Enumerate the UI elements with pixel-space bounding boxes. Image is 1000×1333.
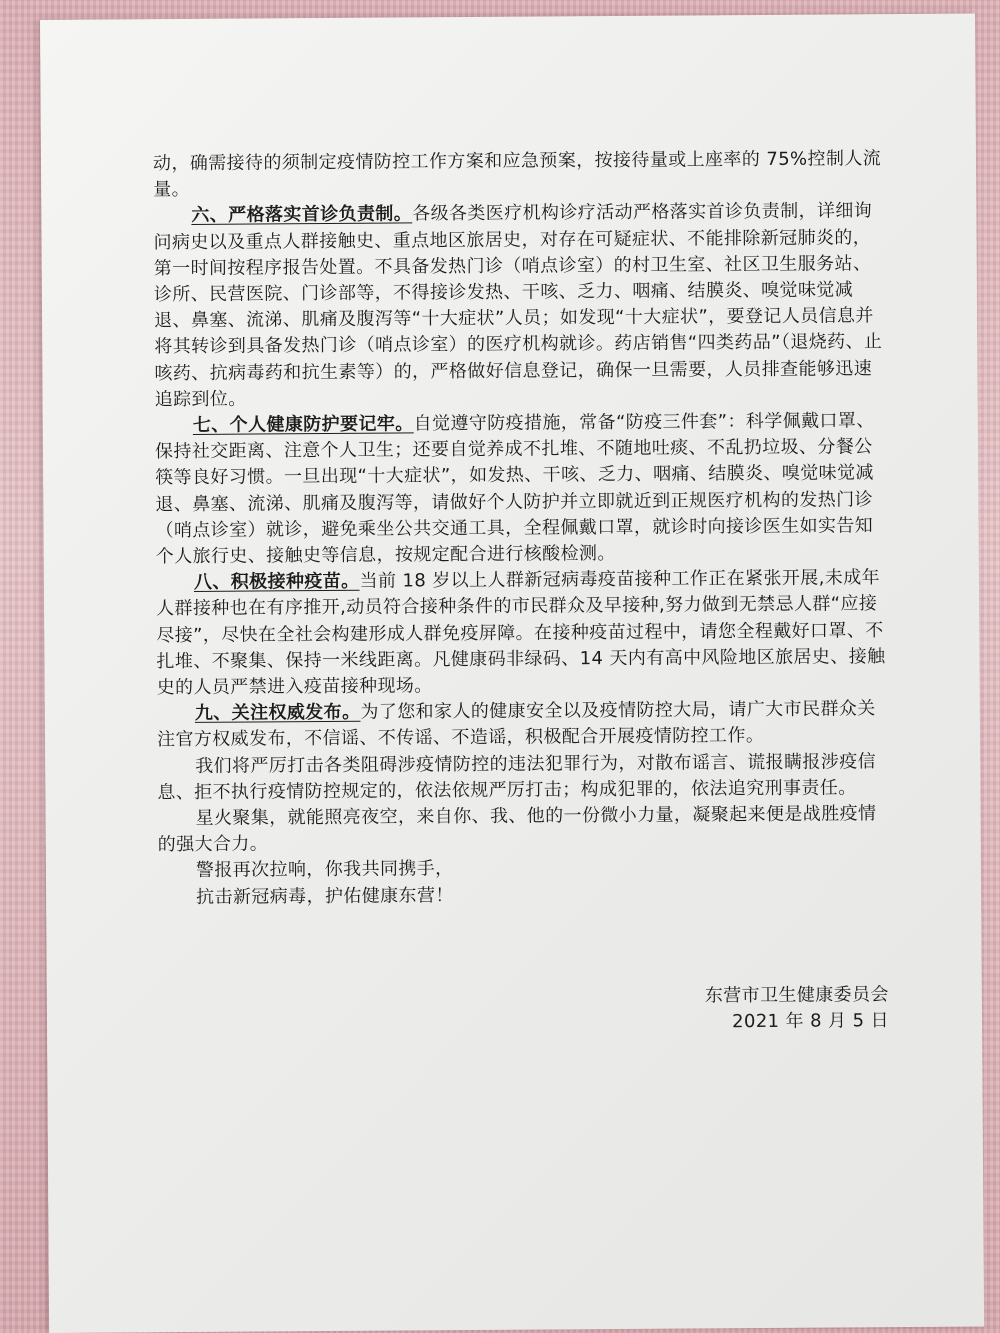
- signature-organization: 东营市卫生健康委员会: [704, 984, 889, 1007]
- section-6-paragraph: [153, 199, 884, 414]
- signature-date: 2021 年 8 月 5 日: [732, 1010, 890, 1033]
- slogan-line: 抗击新冠病毒，护佑健康东营！: [196, 884, 454, 908]
- crackdown-paragraph: 我们将严厉打击各类阻碍涉疫情防控的违法犯罪行为，对散布谣言、谎报瞒报涉疫信息、拒不执行疫情防控规定的，依法依规严厉打击；构成犯罪的，依法追究刑事责任。: [157, 750, 877, 804]
- section-9-heading: 九、关注权威发布。: [194, 702, 361, 725]
- notice-body: [152, 146, 890, 1033]
- spark-paragraph: 星火聚集，就能照亮夜空，来自你、我、他的一份微小力量，凝聚起来便是战胜疫情的强大合力。: [157, 803, 877, 856]
- section-8-heading: 八、积极接种疫苗。: [193, 571, 360, 594]
- alarm-line: 警报再次拉响，你我共同携手，: [195, 858, 454, 882]
- section-7-heading: 七、个人健康防护要记牢。: [192, 413, 414, 436]
- section-9-body: 为了您和家人的健康安全以及疫情防控大局，请广大市民群众关注官方权威发布，不信谣、不传谣、不造谣，积极配合开展疫情防控工作。: [156, 698, 876, 751]
- section-6-body: 各级各类医疗机构诊疗活动严格落实首诊负责制，详细询问病史以及重点人群接触史、重点地区旅居史，对存在可疑症状、不能排除新冠肺炎的，第一时间按程序报告处置。不具备发热门诊（哨点诊室）的村卫生室、社区卫生服务站、诊所、民营医院、门诊部等，不得接诊发热、干咳、乏力、咽痛、结膜炎、嗅觉味觉减退、鼻塞、流涕、肌痛及腹泻等“十大症状”人员；如发现“十大症状”，要登记人员信息并将其转诊到具备发热门诊（哨点诊室）的医疗机构就诊。药店销售“四类药品”（退烧药、止咳药、抗病毒药和抗生素等）的，严格做好信息登记，确保一旦需要，人员排查能够迅速追踪到位。: [153, 200, 883, 411]
- section-8-body: 当前 18 岁以上人群新冠病毒疫苗接种工作正在紧张开展,未成年人群接种也在有序推开,动员符合接种条件的市民群众及早接种,努力做到无禁忌人群“应接尽接”，尽快在全社会构建形成人群免疫屏障。在接种疫苗过程中，请您全程戴好口罩、不扎堆、不聚集、保持一米线距离。凡健康码非绿码、14 天内有高中风险地区旅居史、接触史的人员严禁进入疫苗接种现场。: [156, 567, 886, 699]
- section-8-paragraph: [156, 565, 887, 701]
- intro-paragraph: 动，确需接待的须制定疫情防控工作方案和应急预案，按接待量或上座率的 75%控制人流量。: [152, 148, 882, 201]
- paper-sheet: [40, 13, 984, 1332]
- section-9-paragraph: [157, 696, 887, 754]
- section-7-body: 自觉遵守防疫措施，常备“防疫三件套”：科学佩戴口罩、保持社交距离、注意个人卫生；还要自觉养成不扎堆、不随地吐痰、不乱扔垃圾、分餐公筷等良好习惯。一旦出现“十大症状”，如发热、干咳、乏力、咽痛、结膜炎、嗅觉味觉减退、鼻塞、流涕、肌痛及腹泻等，请做好个人防护并立即就近到正规医疗机构的发热门诊（哨点诊室）就诊，避免乘坐公共交通工具，全程佩戴口罩，就诊时向接诊医生如实告知个人旅行史、接触史等信息，按规定配合进行核酸检测。: [154, 410, 875, 568]
- section-7-paragraph: [155, 408, 886, 570]
- section-6-heading: 六、严格落实首诊负责制。: [191, 203, 413, 227]
